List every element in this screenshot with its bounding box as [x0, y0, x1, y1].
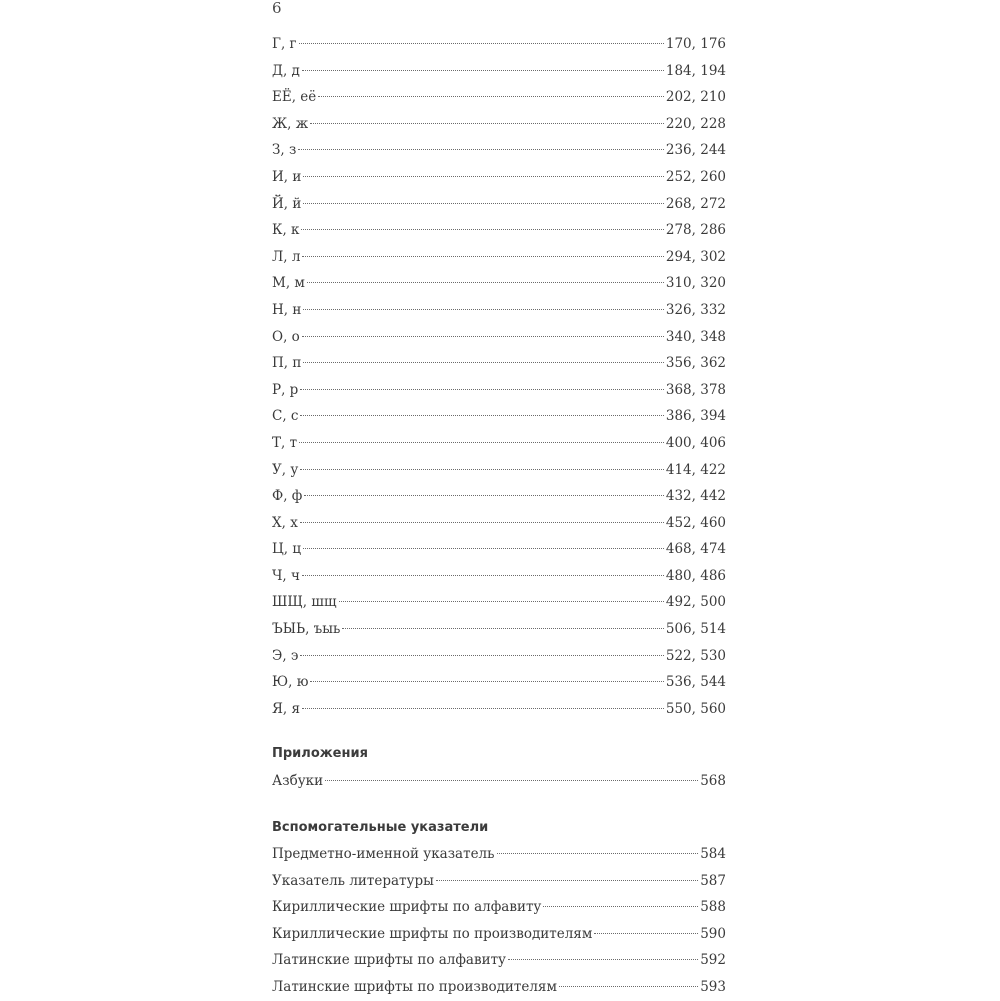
toc-entry-pages: 340, 348 — [665, 328, 726, 345]
toc-entry — [272, 563, 726, 590]
dot-leader — [508, 959, 698, 960]
toc-entry-label: К, к — [272, 222, 300, 239]
toc-entry — [272, 324, 726, 351]
toc-entry-pages: 368, 378 — [665, 381, 726, 398]
dot-leader — [300, 522, 664, 523]
dot-leader — [304, 495, 664, 496]
section-heading-appendix: Приложения — [272, 746, 368, 761]
toc-entry — [272, 191, 726, 218]
toc-entry — [272, 696, 726, 723]
toc-entry-label: И, и — [272, 168, 302, 185]
toc-entry-pages: 480, 486 — [665, 567, 726, 584]
dot-leader — [339, 601, 664, 602]
toc-entry-pages: 593 — [700, 978, 726, 995]
toc-entry-label: Й, й — [272, 195, 302, 212]
toc-entry-pages: 202, 210 — [665, 89, 726, 106]
toc-entry-pages: 590 — [700, 925, 726, 942]
toc-entry — [272, 483, 726, 510]
toc-entry-pages: 184, 194 — [665, 62, 726, 79]
toc-entry-label: Латинские шрифты по алфавиту — [272, 952, 506, 969]
toc-entry-pages: 220, 228 — [665, 115, 726, 132]
toc-entry-pages: 310, 320 — [665, 275, 726, 292]
toc-entry-pages: 414, 422 — [665, 461, 726, 478]
dot-leader — [300, 389, 664, 390]
toc-entry-label: З, з — [272, 142, 297, 159]
toc-entry-pages: 278, 286 — [665, 222, 726, 239]
toc-entry — [272, 31, 726, 58]
dot-leader — [594, 933, 698, 934]
toc-entry — [272, 589, 726, 616]
toc-entry — [272, 270, 726, 297]
toc-entry-pages: 432, 442 — [665, 488, 726, 505]
dot-leader — [307, 282, 664, 283]
dot-leader — [302, 575, 664, 576]
dot-leader — [543, 906, 698, 907]
toc-entry-pages: 550, 560 — [665, 700, 726, 717]
toc-entry-pages: 536, 544 — [665, 674, 726, 691]
dot-leader — [302, 256, 663, 257]
toc-entry-label: Ф, ф — [272, 488, 303, 505]
toc-entry — [272, 841, 726, 868]
toc-entry — [272, 536, 726, 563]
toc-entry — [272, 868, 726, 895]
dot-leader — [303, 176, 664, 177]
dot-leader — [342, 628, 664, 629]
toc-entry — [272, 111, 726, 138]
toc-entry-pages: 506, 514 — [665, 621, 726, 638]
dot-leader — [497, 853, 699, 854]
dot-leader — [300, 655, 663, 656]
toc-entry — [272, 244, 726, 271]
toc-entry-pages: 170, 176 — [665, 36, 726, 52]
dot-leader — [298, 149, 664, 150]
toc-entry — [272, 137, 726, 164]
dot-leader — [303, 309, 664, 310]
toc-entry-label: Д, д — [272, 62, 300, 79]
toc-entry-pages: 522, 530 — [665, 647, 726, 664]
toc-entry-label: Ю, ю — [272, 674, 309, 691]
toc-entry — [272, 84, 726, 111]
section-heading-indexes: Вспомогательные указатели — [272, 820, 489, 835]
toc-entry-label: Я, я — [272, 700, 301, 717]
toc-entry-label: М, м — [272, 275, 305, 292]
toc-entry-label: Л, л — [272, 248, 301, 265]
toc-entry-label: Указатель литературы — [272, 872, 434, 889]
dot-leader — [303, 548, 664, 549]
toc-entry-pages: 592 — [700, 952, 726, 969]
toc-entry-pages: 294, 302 — [665, 248, 726, 265]
toc-entry — [272, 947, 726, 974]
dot-leader — [325, 780, 698, 781]
toc-entry-label: Э, э — [272, 647, 299, 664]
toc-letters-list — [272, 31, 726, 722]
dot-leader — [559, 986, 698, 987]
toc-entry — [272, 58, 726, 85]
dot-leader — [300, 415, 663, 416]
dot-leader — [303, 362, 664, 363]
toc-entry-pages: 326, 332 — [665, 301, 726, 318]
toc-entry-pages: 386, 394 — [665, 408, 726, 425]
toc-entry — [272, 894, 726, 921]
toc-entry-label: Кириллические шрифты по производителям — [272, 925, 593, 942]
dot-leader — [303, 203, 664, 204]
dot-leader — [310, 123, 664, 124]
toc-entry-label: Ц, ц — [272, 541, 302, 558]
toc-entry-label: Латинские шрифты по производителям — [272, 978, 557, 995]
toc-entry-label: ЕЁ, её — [272, 89, 317, 106]
toc-entry-label: Х, х — [272, 514, 298, 531]
toc-entry-label: Предметно-именной указатель — [272, 846, 495, 862]
toc-entry-pages: 587 — [700, 872, 726, 889]
dot-leader — [302, 336, 664, 337]
dot-leader — [436, 880, 698, 881]
dot-leader — [302, 70, 664, 71]
toc-entry-pages: 492, 500 — [665, 594, 726, 611]
toc-entry — [272, 768, 726, 795]
toc-entry — [272, 403, 726, 430]
toc-entry-label: О, о — [272, 328, 300, 345]
dot-leader — [299, 43, 664, 44]
toc-entry-label: П, п — [272, 355, 302, 372]
toc-entry — [272, 921, 726, 948]
toc-entry-label: С, с — [272, 408, 299, 425]
toc-entry-label: Азбуки — [272, 773, 324, 789]
toc-appendix-list — [272, 768, 726, 795]
toc-entry-pages: 584 — [700, 846, 726, 862]
toc-indexes-list — [272, 841, 726, 1001]
toc-entry-label: Ч, ч — [272, 567, 300, 584]
dot-leader — [299, 442, 664, 443]
toc-entry — [272, 643, 726, 670]
toc-entry-pages: 252, 260 — [665, 168, 726, 185]
toc-entry-label: Ж, ж — [272, 115, 309, 132]
toc-entry — [272, 164, 726, 191]
toc-entry-pages: 568 — [700, 773, 726, 789]
toc-entry — [272, 377, 726, 404]
dot-leader — [301, 229, 663, 230]
toc-entry — [272, 350, 726, 377]
toc-entry — [272, 457, 726, 484]
toc-entry-label: ЪЫЬ, ъыь — [272, 621, 341, 638]
toc-entry — [272, 974, 726, 1001]
toc-entry-label: Г, г — [272, 36, 297, 52]
toc-entry-label: У, у — [272, 461, 299, 478]
toc-entry — [272, 510, 726, 537]
dot-leader — [310, 681, 663, 682]
dot-leader — [300, 469, 664, 470]
toc-entry-pages: 588 — [700, 899, 726, 916]
toc-entry-label: ШЩ, шщ — [272, 594, 337, 611]
toc-entry-pages: 468, 474 — [665, 541, 726, 558]
toc-entry-pages: 452, 460 — [665, 514, 726, 531]
toc-entry-pages: 356, 362 — [665, 355, 726, 372]
toc-entry — [272, 616, 726, 643]
toc-entry — [272, 669, 726, 696]
toc-entry-label: Н, н — [272, 301, 302, 318]
toc-entry-label: Р, р — [272, 381, 299, 398]
toc-entry-label: Т, т — [272, 434, 298, 451]
toc-entry-pages: 236, 244 — [665, 142, 726, 159]
toc-entry-label: Кириллические шрифты по алфавиту — [272, 899, 542, 916]
dot-leader — [318, 96, 664, 97]
toc-entry — [272, 297, 726, 324]
dot-leader — [302, 708, 664, 709]
toc-entry — [272, 430, 726, 457]
toc-entry — [272, 217, 726, 244]
toc-entry-pages: 400, 406 — [665, 434, 726, 451]
toc-entry-pages: 268, 272 — [665, 195, 726, 212]
page-number: 6 — [272, 0, 282, 17]
